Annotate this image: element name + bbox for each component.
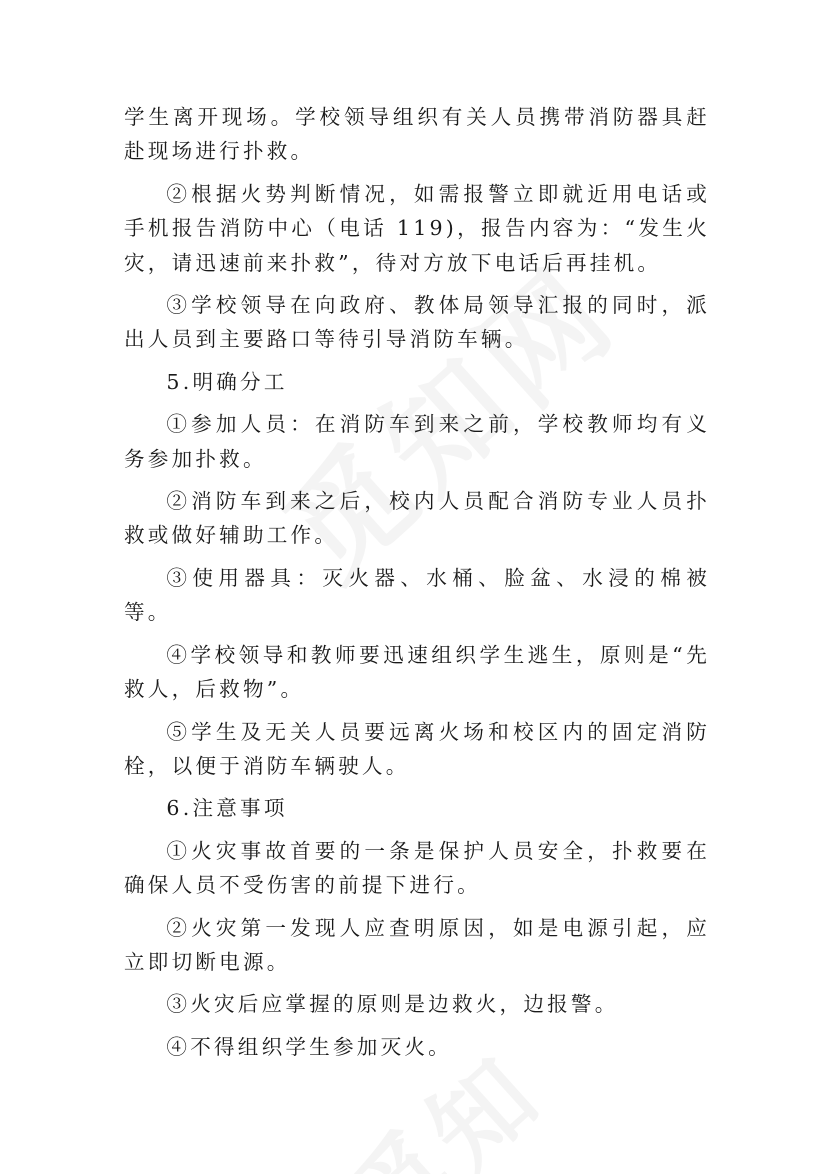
section-heading-notes: 6.注意事项 — [166, 796, 288, 821]
paragraph-continuation: 学生离开现场。学校领导组织有关人员携带消防器具赶赴现场进行扑救。 — [124, 105, 710, 164]
paragraph-equipment: ③使用器具：灭火器、水桶、脸盆、水浸的棉被等。 — [124, 565, 710, 625]
paragraph-no-students: ④不得组织学生参加灭火。 — [166, 1034, 452, 1059]
section-heading-division: 5.明确分工 — [166, 369, 288, 394]
paragraph-principle: ③火灾后应掌握的原则是边救火，边报警。 — [166, 992, 619, 1017]
paragraph-cut-power: ②火灾第一发现人应查明原因，如是电源引起，应立即切断电源。 — [124, 915, 710, 974]
paragraph-leader-report: ③学校领导在向政府、教体局领导汇报的同时，派出人员到主要路口等待引导消防车辆。 — [124, 293, 710, 352]
paragraph-report-alarm: ②根据火势判断情况，如需报警立即就近用电话或手机报告消防中心（电话 119)，报告内容为：“发生火灾，请迅速前来扑救”，待对方放下电话后再挂机。 — [124, 181, 710, 275]
paragraph-evacuation: ④学校领导和教师要迅速组织学生逃生，原则是“先救人，后救物”。 — [124, 642, 710, 702]
paragraph-safety-first: ①火灾事故首要的一条是保护人员安全，扑救要在确保人员不受伤害的前提下进行。 — [124, 838, 710, 898]
paragraph-participants: ①参加人员：在消防车到来之前，学校教师均有义务参加扑救。 — [124, 412, 710, 471]
paragraph-after-arrival: ②消防车到来之后，校内人员配合消防专业人员扑救或做好辅助工作。 — [124, 489, 710, 548]
paragraph-keep-clear: ⑤学生及无关人员要远离火场和校区内的固定消防栓，以便于消防车辆驶人。 — [124, 719, 710, 778]
document-body — [124, 100, 710, 1064]
